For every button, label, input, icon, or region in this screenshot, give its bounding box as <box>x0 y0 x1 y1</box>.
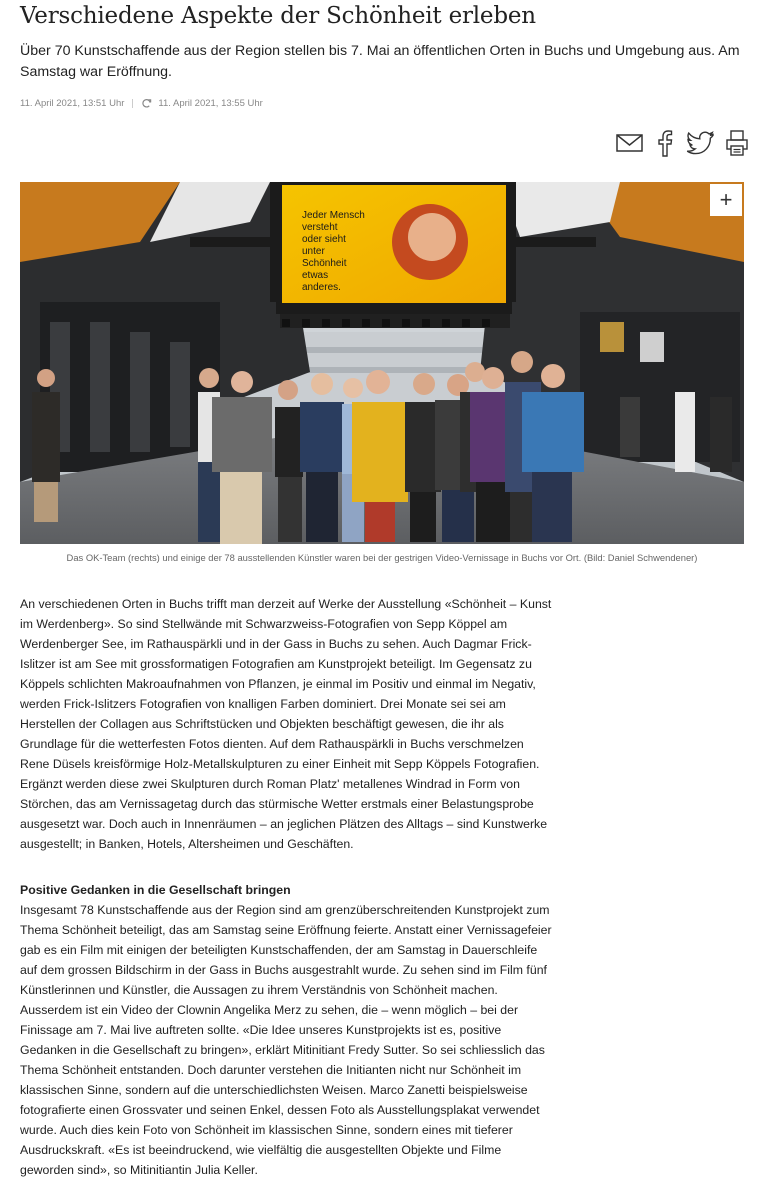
refresh-icon <box>141 98 152 109</box>
updated-date: 11. April 2021, 13:55 Uhr <box>158 97 263 109</box>
article-photo[interactable] <box>20 182 744 544</box>
article-lead: Über 70 Kunstschaffende aus der Region stellen bis 7. Mai an öffentlichen Orten in Buchs und Umgebung aus. Am Samstag war Eröffnung. <box>20 43 740 80</box>
article-headline: Verschiedene Aspekte der Schönheit erleben <box>20 3 536 29</box>
published-date: 11. April 2021, 13:51 Uhr <box>20 97 125 109</box>
svg-text:etwas: etwas <box>302 270 329 281</box>
article-meta <box>20 97 263 109</box>
body-paragraph-2: Insgesamt 78 Kunstschaffende aus der Region sind am grenzüberschreitenden Kunstprojekt zum Thema Schönheit beteiligt, das am Samstag seine Eröffnung feierte. Anstatt einer Vernissagefeier gab es ein Film mit einigen der beteiligten Kunstschaffenden, der am Samstag in Dauerschleife auf dem grossen Bildschirm in der Gass in Buchs ausgestrahlt wurde. Zu sehen sind im Film fünf Künstlerinnen und Künstler, die Aussagen zu ihrem Verständnis von Schönheit machen. Ausserdem ist ein Video der Clownin Angelika Merz zu sehen, die – wenn möglich – bei der Finissage am 7. Mai live auftreten sollte. «Die Idee unseres Kunstprojekts ist es, positive Gedanken in die Gesellschaft zu bringen», erklärt Mitinitiant Fredy Sutter. So sei schliesslich das Thema Schönheit entstanden. Doch darunter verstehen die Initianten nicht nur Schönheit im klassischen Sinne, sondern auf die unterschiedlichsten Weisen. Marco Zanetti beispielsweise fotografierte einen Grossvater und seinen Enkel, dessen Foto als Ausstellungsplakat verwendet wurde. Auch dies kein Foto von Schönheit im klassischen Sinne, sondern eines mit tieferer Ausdruckskraft. «Es ist beeindruckend, wie vielfältig die ausgestellten Objekte und Filme geworden sind», so Mitinitiantin Julia Keller. <box>20 903 552 1177</box>
svg-text:oder sieht: oder sieht <box>302 234 346 245</box>
svg-text:Schönheit: Schönheit <box>302 258 347 269</box>
meta-divider <box>132 99 133 108</box>
facebook-icon[interactable] <box>651 129 679 157</box>
group-photo-illustration <box>20 182 744 544</box>
twitter-icon[interactable] <box>687 129 715 157</box>
print-icon[interactable] <box>723 129 751 157</box>
svg-text:Jeder Mensch: Jeder Mensch <box>302 210 365 221</box>
section-subheading: Positive Gedanken in die Gesellschaft bringen <box>20 883 291 897</box>
svg-text:unter: unter <box>302 246 325 257</box>
expand-image-button[interactable]: + <box>710 184 742 216</box>
share-bar <box>615 129 751 157</box>
paragraph-spacer <box>20 854 556 875</box>
mail-icon[interactable] <box>615 129 643 157</box>
photo-caption: Das OK-Team (rechts) und einige der 78 ausstellenden Künstler waren bei der gestrigen Video-Vernissage in Buchs vor Ort. (Bild: Daniel Schwendener) <box>66 552 698 563</box>
article-body <box>20 594 556 1180</box>
svg-text:versteht: versteht <box>302 222 338 233</box>
body-paragraph-1: An verschiedenen Orten in Buchs trifft man derzeit auf Werke der Ausstellung «Schönheit – Kunst im Werdenberg». So sind Stellwände mit Schwarzweiss-Fotografien von Sepp Köppel am Werdenberger See, im Rathauspärkli und in der Gass in Buchs zu sehen. Auch Dagmar Frick-Islitzer ist am See mit grossformatigen Fotografien am Kunstprojekt beteiligt. Im Gegensatz zu Köppels schlichten Makroaufnahmen von Pflanzen, je einmal im Positiv und einmal im Negativ, werden Frick-Islitzers Fotografien von knalligen Farben dominiert. Drei Monate sei sei am Herstellen der Collagen aus Schriftstücken und Objekten beschäftigt gewesen, die ihr als Grundlage für die wetterfesten Fotos dienten. Auf dem Rathauspärkli in Buchs verschmelzen Rene Düsels kreisförmige Holz-Metallskulpturen zu einer Einheit mit Sepp Köppels Fotografien. Ergänzt werden diese zwei Skulpturen durch Roman Platz' metallenes Windrad in Form von Störchen, das am Vernissagetag durch das stürmische Wetter erstmals einer Belastungsprobe ausgesetzt war. Doch auch in Innenräumen – an jeglichen Plätzen des Alltags – sind Kunstwerke ausgestellt; in Banken, Hotels, Altersheimen und Geschäften. <box>20 597 552 851</box>
svg-text:anderes.: anderes. <box>302 282 341 293</box>
